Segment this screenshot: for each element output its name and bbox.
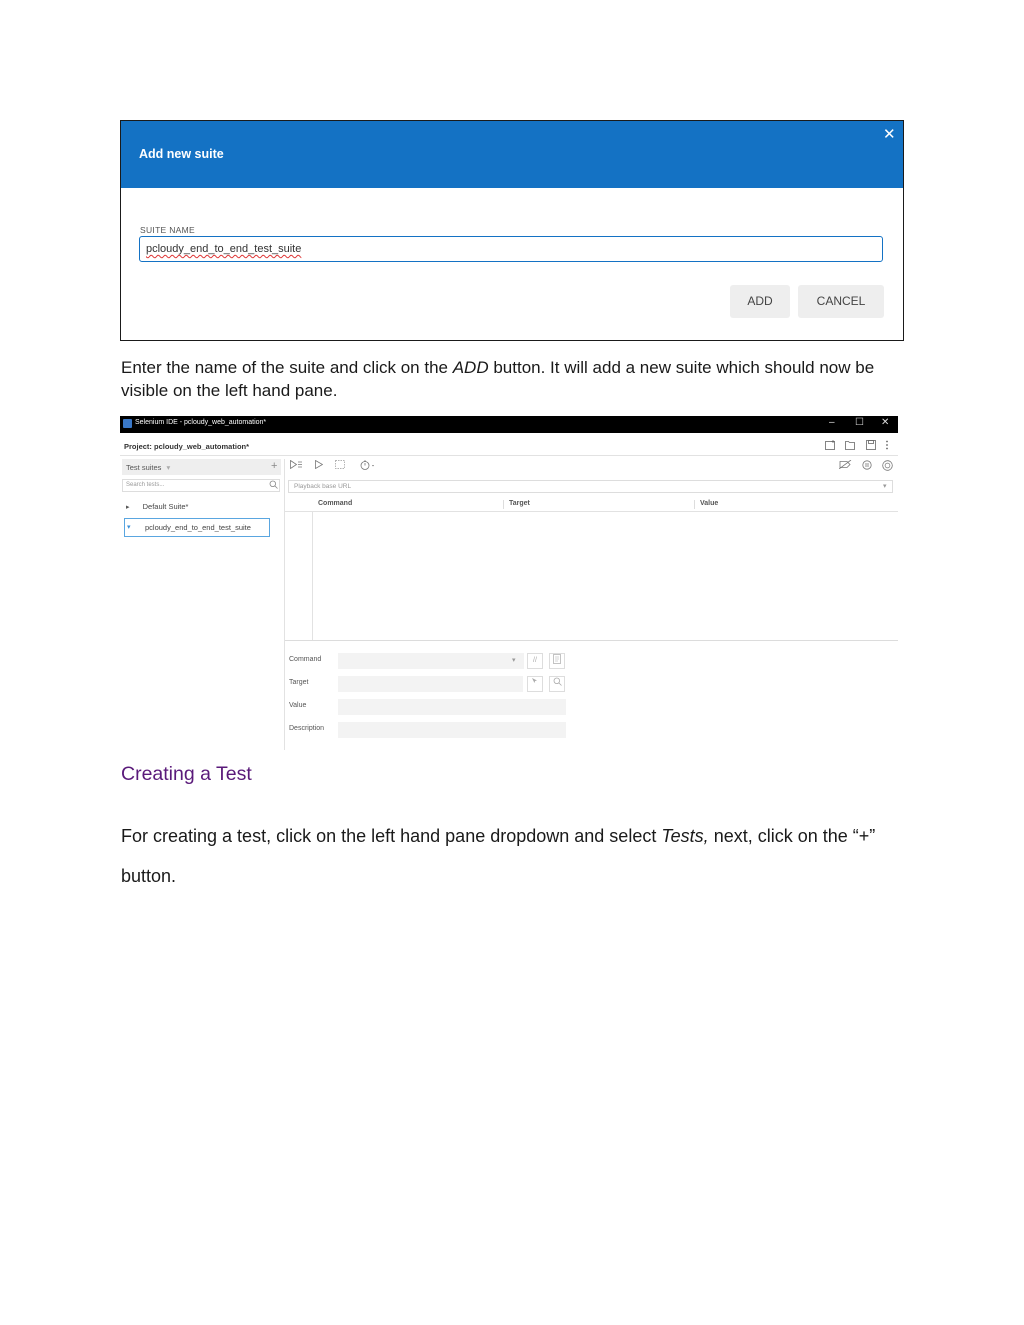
save-project-icon[interactable] [866,440,876,453]
suite-item-label: pcloudy_end_to_end_test_suite [145,523,251,532]
caret-down-icon: ▾ [127,524,131,531]
para1-text-before: Enter the name of the suite and click on the [121,358,453,377]
sidebar-selector [126,463,170,472]
comment-toggle-icon[interactable]: // [527,653,543,669]
command-table-body [312,512,313,640]
playback-url-input[interactable] [288,480,893,493]
find-target-search-icon[interactable] [549,676,565,692]
close-icon[interactable]: ✕ [883,126,896,143]
speed-timer-icon[interactable] [360,460,376,472]
description-input[interactable] [338,722,566,738]
value-input[interactable] [338,699,566,715]
pause-on-exceptions-icon[interactable] [862,460,872,472]
search-icon [269,480,278,491]
project-bar [120,436,898,456]
add-button[interactable]: ADD [730,285,790,318]
window-titlebar [120,416,898,433]
caret-right-icon: ▸ [126,504,130,511]
value-label: Value [289,702,307,709]
suite-name-input[interactable]: pcloudy_end_to_end_test_suite [139,236,883,262]
window-title: Selenium IDE - pcloudy_web_automation* [135,419,267,426]
dialog-header [121,121,903,188]
new-project-icon[interactable] [825,440,836,453]
para2-emphasis: Tests, [661,826,709,846]
section-heading: Creating a Test [121,763,252,785]
open-project-icon[interactable] [845,440,856,453]
column-separator [694,500,695,509]
column-header-command: Command [318,500,353,507]
run-test-icon[interactable] [315,460,323,471]
selenium-ide-screenshot [120,416,898,750]
add-suite-dialog [120,120,904,341]
para1-emphasis: ADD [452,358,489,377]
step-icon[interactable] [335,460,345,471]
window-close-icon[interactable]: ✕ [881,417,890,428]
maximize-icon[interactable]: ☐ [855,417,864,428]
add-suite-plus-icon[interactable]: + [271,460,278,472]
suite-item-pcloudy[interactable] [124,518,270,537]
search-tests-input[interactable] [122,479,280,492]
more-options-icon[interactable] [885,440,889,453]
run-all-tests-icon[interactable] [290,460,302,471]
disable-breakpoints-icon[interactable] [839,460,852,471]
para2-text-before: For creating a test, click on the left hand pane dropdown and select [121,826,662,846]
url-dropdown-chevron-icon[interactable]: ▾ [883,483,887,490]
search-placeholder: Search tests... [126,482,165,488]
minimize-icon[interactable]: – [829,417,835,428]
target-label: Target [289,679,309,686]
column-header-target: Target [509,500,530,507]
instruction-paragraph [121,356,911,402]
column-separator [503,500,504,509]
dialog-title: Add new suite [139,147,224,161]
para1-text-after: button. It will add a new suite which should now be visible on the left hand pane. [121,358,875,400]
suite-name-label: SUITE NAME [140,225,195,235]
command-table-header [285,498,898,512]
chevron-down-icon: ▾ [512,657,516,664]
instruction-paragraph-2 [121,816,921,896]
suite-item-default[interactable] [126,502,188,511]
project-title: Project: pcloudy_web_automation* [124,442,250,451]
column-header-value: Value [700,500,719,507]
record-icon[interactable] [882,460,893,473]
select-target-icon[interactable] [527,676,543,692]
command-select[interactable] [338,653,524,669]
chevron-down-icon: ▾ [166,463,171,472]
cancel-button[interactable]: CANCEL [798,285,884,318]
para2-text-after: next, click on the “+” button. [121,826,876,886]
open-reference-icon[interactable] [549,653,565,669]
command-table-bottom-border [285,640,898,641]
selenium-logo-icon [123,419,132,428]
description-label: Description [289,725,325,732]
playback-url-placeholder: Playback base URL [294,483,352,490]
target-input[interactable] [338,676,523,692]
sidebar-selector-label: Test suites [126,463,162,472]
command-label: Command [289,656,322,663]
test-suites-dropdown[interactable] [122,459,281,475]
suite-item-label: Default Suite* [142,502,189,511]
